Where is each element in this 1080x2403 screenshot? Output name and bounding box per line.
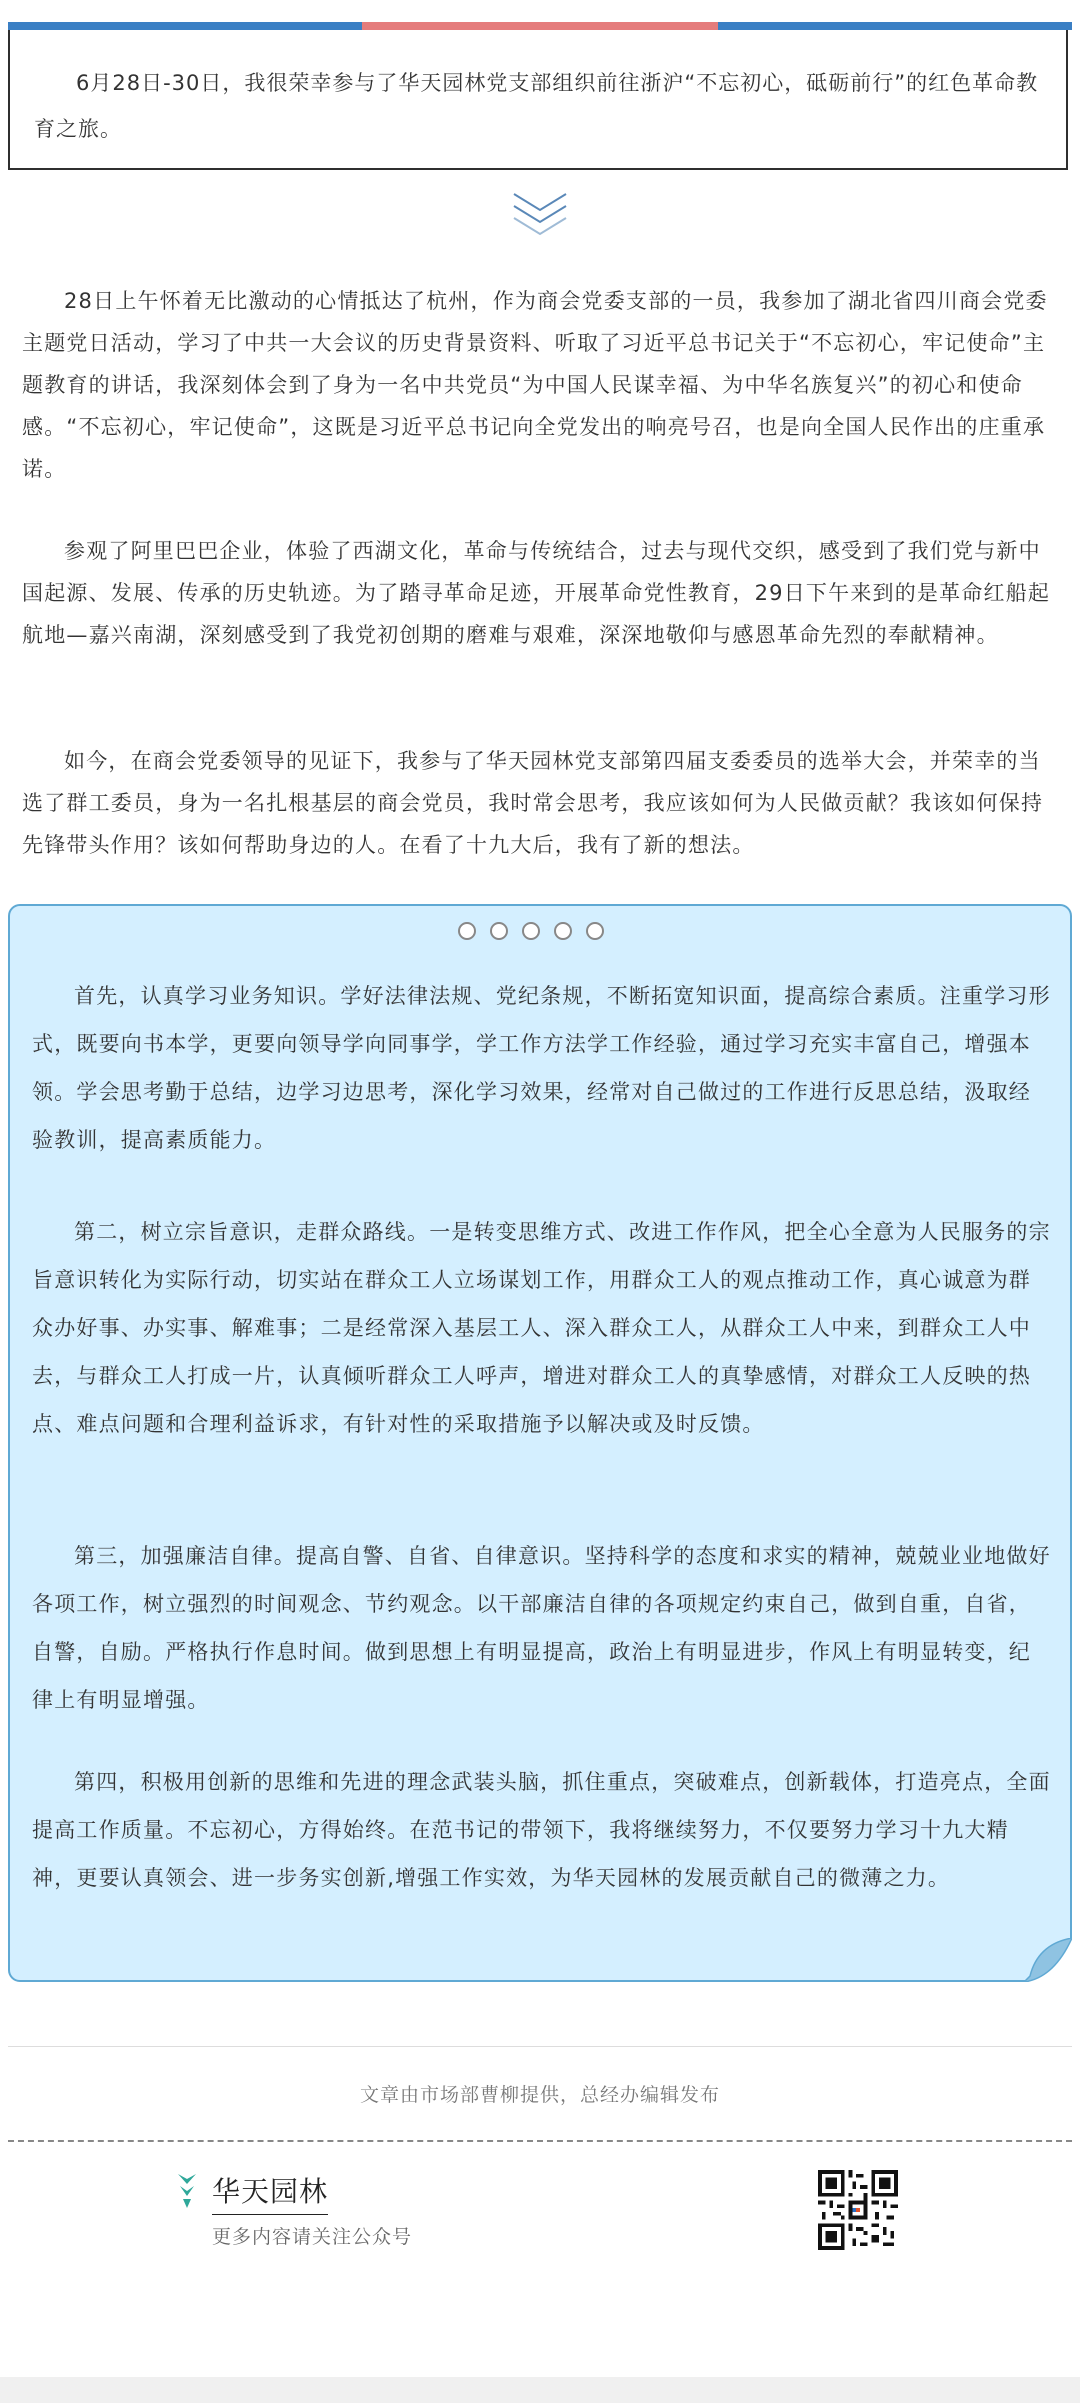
- card-paragraph-3: 第三，加强廉洁自律。提高自警、自省、自律意识。坚持科学的态度和求实的精神，兢兢业业地做好各项工作，树立强烈的时间观念、节约观念。以干部廉洁自律的各项规定约束自己，做到自重，自省，自警，自励。严格执行作息时间。做到思想上有明显提高，政治上有明显进步，作风上有明显转变，纪律上有明显增强。: [32, 1544, 1051, 1712]
- dot-icon: [458, 922, 476, 940]
- dot-icon: [586, 922, 604, 940]
- chevron-down-icon: [510, 190, 570, 240]
- article-credit: 文章由市场部曹柳提供，总经办编辑发布: [359, 2084, 720, 2106]
- dot-icon: [490, 922, 508, 940]
- top-bar-middle-segment: [362, 22, 718, 30]
- dot-icon: [554, 922, 572, 940]
- footer-divider: [8, 2046, 1072, 2047]
- intro-box: 6月28日-30日，我很荣幸参与了华天园林党支部组织前往浙沪“不忘初心，砥砺前行”的红色革命教育之旅。: [8, 30, 1068, 170]
- content-card: [8, 904, 1072, 1982]
- bottom-band: [0, 2377, 1080, 2403]
- top-color-bar: [8, 22, 1072, 30]
- dashed-divider: [8, 2140, 1072, 2142]
- top-bar-right-segment: [718, 22, 1072, 30]
- body-paragraph-2: 参观了阿里巴巴企业，体验了西湖文化，革命与传统结合，过去与现代交织，感受到了我们党与新中国起源、发展、传承的历史轨迹。为了踏寻革命足迹，开展革命党性教育，29日下午来到的是革命红船起航地—嘉兴南湖，深刻感受到了我党初创期的磨难与艰难，深深地敬仰与感恩革命先烈的奉献精神。: [22, 539, 1051, 647]
- follow-subtitle: 更多内容请关注公众号: [212, 2226, 413, 2248]
- card-paragraph-1: 首先，认真学习业务知识。学好法律法规、党纪条规，不断拓宽知识面，提高综合素质。注重学习形式，既要向书本学，更要向领导学向同事学，学工作方法学工作经验，通过学习充实丰富自己，增强本领。学会思考勤于总结，边学习边思考，深化学习效果，经常对自己做过的工作进行反思总结，汲取经验教训，提高素质能力。: [32, 984, 1051, 1152]
- dot-icon: [522, 922, 540, 940]
- page-fold-icon: [1024, 1938, 1072, 1982]
- card-paragraph-4: 第四，积极用创新的思维和先进的理念武装头脑，抓住重点，突破难点，创新载体，打造亮点，全面提高工作质量。不忘初心，方得始终。在范书记的带领下，我将继续努力，不仅要努力学习十九大精神，更要认真领会、进一步务实创新,增强工作实效，为华天园林的发展贡献自己的微薄之力。: [32, 1770, 1051, 1890]
- body-paragraph-3: 如今，在商会党委领导的见证下，我参与了华天园林党支部第四届支委委员的选举大会，并荣幸的当选了群工委员，身为一名扎根基层的商会党员，我时常会思考，我应该如何为人民做贡献？我该如何保持先锋带头作用？该如何帮助身边的人。在看了十九大后，我有了新的想法。: [22, 749, 1044, 857]
- decorative-dots: [458, 922, 604, 940]
- body-paragraph-1: 28日上午怀着无比激动的心情抵达了杭州，作为商会党委支部的一员，我参加了湖北省四川商会党委主题党日活动，学习了中共一大会议的历史背景资料、听取了习近平总书记关于“不忘初心，牢记使命”主题教育的讲话，我深刻体会到了身为一名中共党员“为中国人民谋幸福、为中华名族复兴”的初心和使命感。“不忘初心，牢记使命”，这既是习近平总书记向全党发出的响亮号召，也是向全国人民作出的庄重承诺。: [22, 289, 1048, 481]
- top-bar-left-segment: [8, 22, 362, 30]
- brand-logo-icon: [176, 2172, 198, 2212]
- card-paragraph-2: 第二，树立宗旨意识，走群众路线。一是转变思维方式、改进工作作风，把全心全意为人民服务的宗旨意识转化为实际行动，切实站在群众工人立场谋划工作，用群众工人的观点推动工作，真心诚意为群众办好事、办实事、解难事；二是经常深入基层工人、深入群众工人，从群众工人中来，到群众工人中去，与群众工人打成一片，认真倾听群众工人呼声，增进对群众工人的真挚感情，对群众工人反映的热点、难点问题和合理利益诉求，有针对性的采取措施予以解决或及时反馈。: [32, 1220, 1051, 1436]
- brand-name: 华天园林: [212, 2170, 328, 2215]
- qr-code[interactable]: [818, 2170, 898, 2250]
